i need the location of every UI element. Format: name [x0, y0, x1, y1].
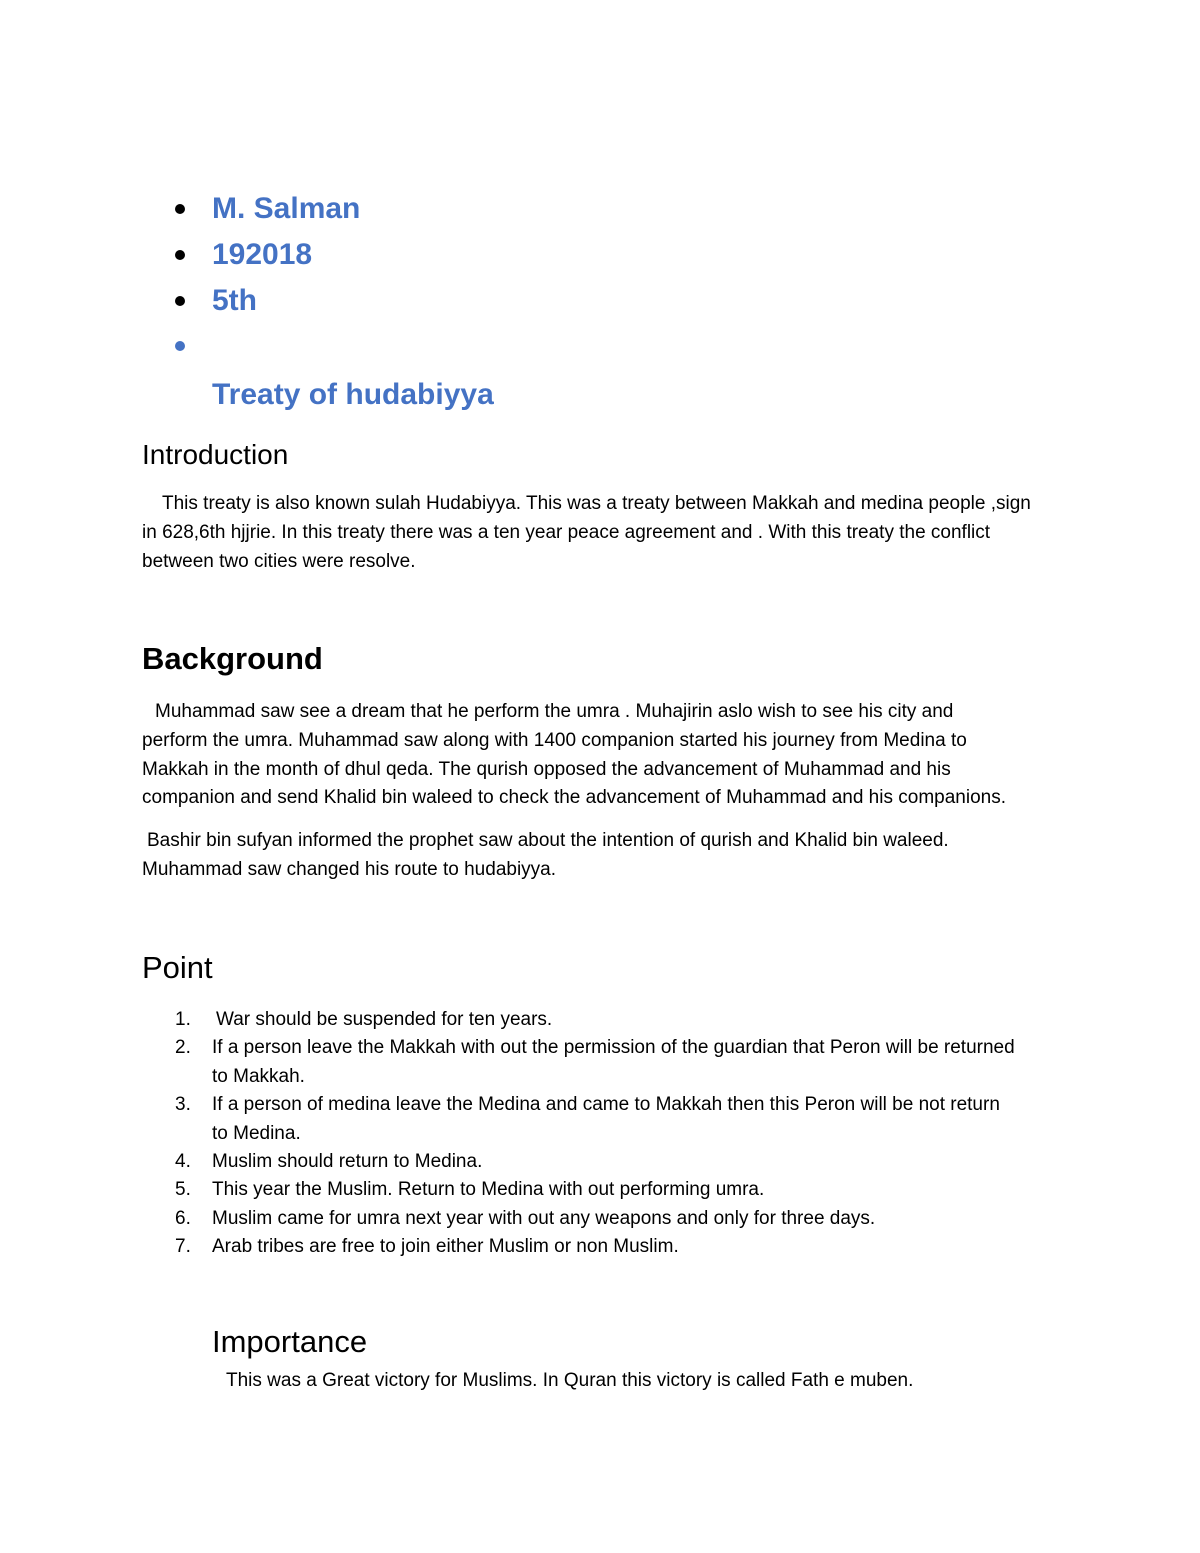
list-item: [142, 1205, 1072, 1233]
list-number: 7.: [175, 1236, 191, 1258]
importance-heading: Importance: [212, 1324, 368, 1359]
bullet-marker-4: [175, 341, 185, 351]
list-number: 6.: [175, 1207, 191, 1229]
background-line: companion and send Khalid bin waleed to check the advancement of Muhammad and his companions.: [142, 787, 1006, 809]
point-heading: Point: [142, 950, 213, 985]
list-item-text: Arab tribes are free to join either Muslim or non Muslim.: [212, 1236, 679, 1258]
list-item-text: Muslim should return to Medina.: [212, 1151, 483, 1173]
point-list: [142, 1006, 1072, 1262]
list-item: [142, 1091, 1072, 1148]
list-number: 4.: [175, 1151, 191, 1173]
list-item-text: to Medina.: [212, 1122, 301, 1144]
background-line: Makkah in the month of dhul qeda. The qurish opposed the advancement of Muhammad and his: [142, 758, 951, 780]
introduction-paragraph: [142, 490, 1072, 576]
background-line: Bashir bin sufyan informed the prophet saw about the intention of qurish and Khalid bin waleed.: [147, 830, 949, 851]
list-number: 1.: [175, 1009, 191, 1030]
list-item: [142, 1034, 1072, 1091]
list-number: 3.: [175, 1094, 191, 1116]
introduction-line: This treaty is also known sulah Hudabiyya. This was a treaty between Makkah and medina people ,sign: [162, 493, 1031, 514]
bullet-marker-1: [175, 204, 185, 214]
list-item-text: This year the Muslim. Return to Medina with out performing umra.: [212, 1179, 765, 1201]
list-number: 5.: [175, 1179, 191, 1201]
list-item-text: Muslim came for umra next year with out any weapons and only for three days.: [212, 1207, 876, 1229]
list-item-text: to Makkah.: [212, 1065, 305, 1087]
list-number: 2.: [175, 1037, 191, 1059]
list-item: [142, 1006, 1072, 1034]
semester: 5th: [212, 284, 257, 317]
list-item: [142, 1233, 1072, 1261]
list-item: [142, 1148, 1072, 1176]
background-line: Muhammad saw see a dream that he perform the umra . Muhajirin aslo wish to see his city and: [155, 701, 954, 722]
importance-paragraph: This was a Great victory for Muslims. In Quran this victory is called Fath e muben.: [226, 1370, 914, 1391]
author-name: M. Salman: [212, 192, 361, 225]
introduction-heading: Introduction: [142, 439, 289, 470]
introduction-line: between two cities were resolve.: [142, 550, 416, 572]
list-item-text: War should be suspended for ten years.: [216, 1009, 553, 1030]
background-heading: Background: [142, 641, 323, 676]
document-title: Treaty of hudabiyya: [212, 378, 494, 411]
background-paragraph-2: [142, 827, 1072, 885]
list-item-text: If a person leave the Makkah with out the permission of the guardian that Peron will be returned: [212, 1037, 1015, 1059]
introduction-line: in 628,6th hjjrie. In this treaty there was a ten year peace agreement and . With this treaty the conflict: [142, 521, 991, 543]
background-line: perform the umra. Muhammad saw along with 1400 companion started his journey from Medina to: [142, 729, 967, 751]
background-line: Muhammad saw changed his route to hudabiyya.: [142, 858, 557, 880]
bullet-marker-3: [175, 296, 185, 306]
student-id: 192018: [212, 238, 313, 271]
list-item-text: If a person of medina leave the Medina and came to Makkah then this Peron will be not return: [212, 1094, 1000, 1116]
background-paragraph-1: [142, 698, 1072, 813]
list-item: [142, 1176, 1072, 1204]
bullet-marker-2: [175, 250, 185, 260]
